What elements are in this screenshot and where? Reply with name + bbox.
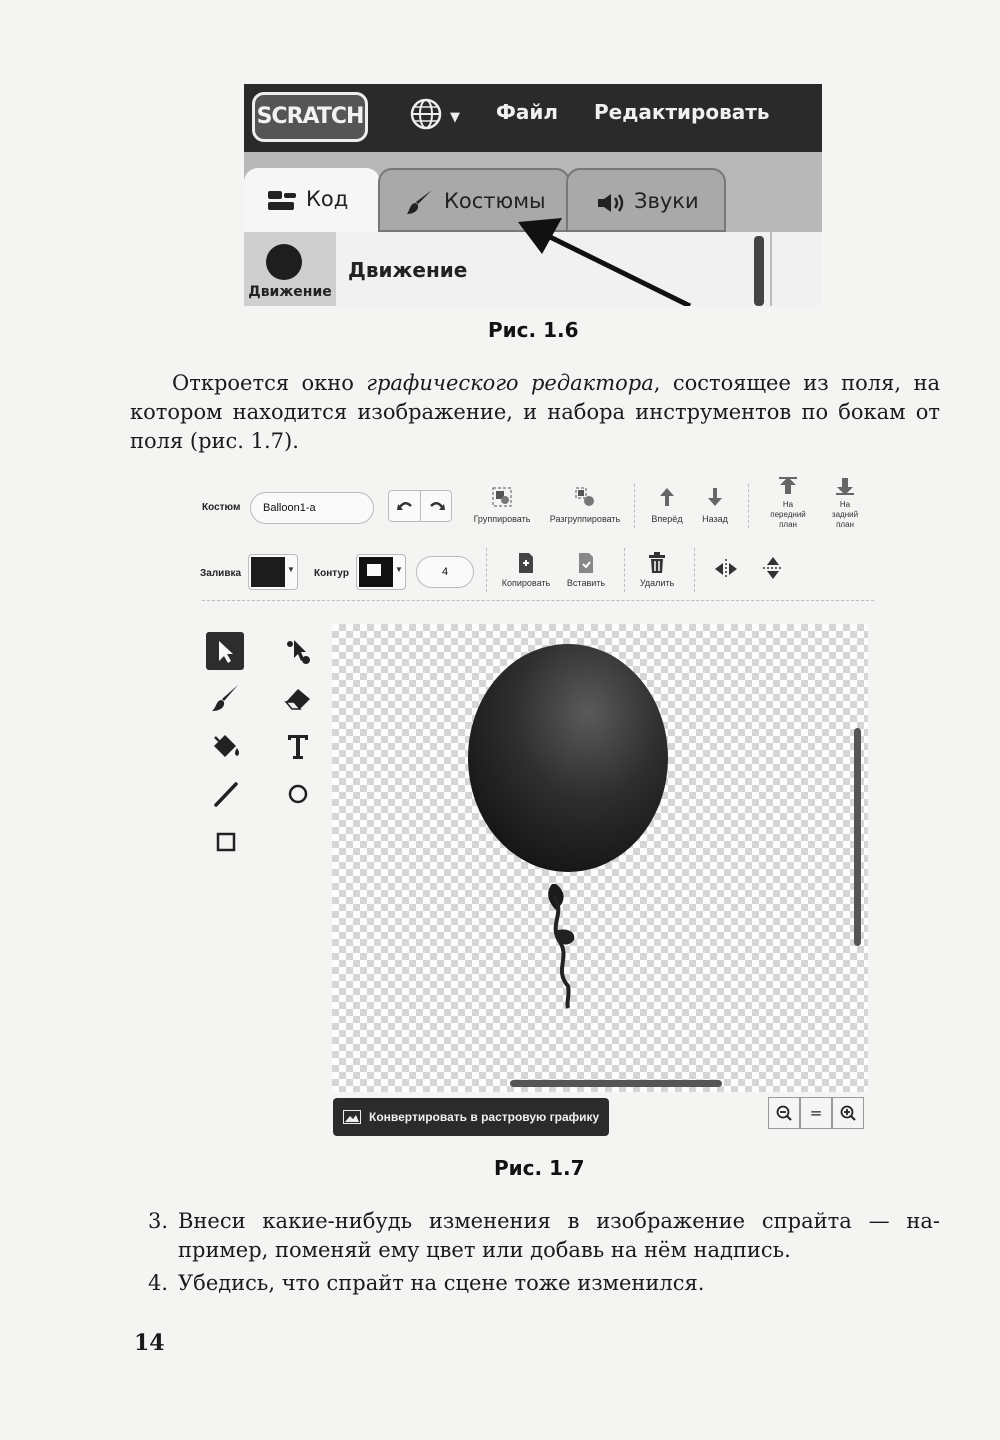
group-icon	[491, 486, 513, 508]
ungroup-icon	[574, 486, 596, 508]
zoom-in-button[interactable]	[832, 1097, 864, 1129]
front-line2: передний	[770, 510, 806, 519]
flip-vertical-icon[interactable]	[762, 556, 784, 580]
forward-label: Вперёд	[651, 514, 683, 524]
copy-icon	[517, 552, 535, 574]
forward-button[interactable]	[642, 486, 692, 524]
divider	[748, 484, 750, 528]
list-number: 3.	[148, 1209, 169, 1233]
backward-button[interactable]	[692, 486, 738, 524]
backward-label: Назад	[702, 514, 728, 524]
tab-code-label: Код	[306, 187, 349, 211]
send-to-back-label	[818, 500, 872, 530]
line-icon[interactable]	[208, 776, 244, 812]
scratch-logo[interactable]: SCRATCH	[252, 92, 368, 142]
vertical-scrollbar[interactable]	[854, 728, 861, 946]
menu-edit[interactable]: Редактировать	[594, 100, 770, 124]
divider	[634, 484, 636, 528]
zoom-out-button[interactable]	[768, 1097, 800, 1129]
bring-to-front-icon	[777, 476, 799, 496]
divider	[202, 600, 874, 601]
chevron-down-icon[interactable]: ▼	[450, 110, 460, 125]
bring-to-front-button[interactable]	[758, 476, 818, 530]
fill-label: Заливка	[200, 568, 242, 579]
circle-icon[interactable]	[280, 776, 316, 812]
group-button[interactable]	[466, 486, 538, 524]
reshape-icon[interactable]	[280, 632, 318, 670]
para-text-2: , состоящее из поля, на котором находится изображение, и набора инструментов по бокам от поля (рис. 1.7).	[130, 371, 940, 453]
palette-title: Движение	[348, 258, 468, 282]
scratch-menu-screenshot	[244, 84, 822, 306]
body-paragraph	[130, 369, 940, 456]
paste-icon	[577, 552, 595, 574]
copy-button[interactable]	[494, 552, 558, 588]
outline-width-input[interactable]: 4	[416, 556, 474, 588]
outline-inner	[367, 564, 381, 576]
front-line3: план	[779, 520, 797, 529]
bring-to-front-label	[758, 500, 818, 530]
send-to-back-button[interactable]	[818, 476, 872, 530]
back-line3: план	[836, 520, 854, 529]
flip-horizontal-icon[interactable]	[714, 558, 738, 580]
chevron-down-icon: ▼	[287, 565, 295, 574]
list-line: Убедись, что спрайт на сцене тоже изменился.	[178, 1271, 705, 1295]
menu-file[interactable]: Файл	[496, 100, 558, 124]
balloon-image	[332, 624, 868, 1092]
fill-icon[interactable]	[208, 728, 244, 764]
zoom-in-icon	[839, 1104, 857, 1122]
ungroup-label: Разгруппировать	[549, 514, 621, 524]
outline-color-swatch	[359, 557, 393, 587]
back-line2: задний	[831, 510, 859, 519]
brush-icon[interactable]	[208, 680, 244, 716]
paste-button[interactable]	[558, 552, 614, 588]
convert-label: Конвертировать в растровую графику	[369, 1110, 600, 1124]
zoom-out-icon	[775, 1104, 793, 1122]
figure-caption-1-6: Рис. 1.6	[488, 318, 579, 342]
para-text-1: Откроется окно	[172, 371, 367, 395]
page-number: 14	[134, 1330, 165, 1356]
para-italic: графического редактора	[366, 371, 654, 395]
list-number: 4.	[148, 1271, 169, 1295]
fill-color-picker[interactable]	[248, 554, 298, 590]
horizontal-scrollbar[interactable]	[510, 1080, 722, 1087]
chevron-down-icon: ▼	[395, 565, 403, 574]
category-motion-label: Движение	[248, 284, 332, 300]
ungroup-button[interactable]	[540, 486, 630, 524]
list-line: Внеси какие-нибудь изменения в изображение спрайта — на-	[178, 1209, 940, 1233]
image-icon	[343, 1110, 361, 1124]
undo-redo-group	[388, 490, 452, 522]
figure-caption-1-7: Рис. 1.7	[494, 1156, 585, 1180]
outline-label: Контур	[314, 568, 349, 579]
redo-icon[interactable]	[428, 497, 446, 515]
delete-button[interactable]	[632, 552, 682, 588]
arrow-annotation	[244, 84, 822, 306]
drawing-canvas[interactable]	[332, 624, 868, 1092]
divider	[486, 548, 488, 592]
trash-icon	[647, 552, 667, 574]
paste-label: Вставить	[566, 578, 606, 588]
tab-sounds-label: Звуки	[634, 189, 699, 213]
text-icon[interactable]	[280, 728, 316, 764]
costume-label: Костюм	[202, 502, 241, 513]
convert-to-bitmap-button[interactable]	[333, 1098, 609, 1136]
list-item	[148, 1269, 940, 1298]
rectangle-icon[interactable]	[208, 824, 244, 860]
fill-color-swatch	[251, 557, 285, 587]
eraser-icon[interactable]	[280, 680, 316, 716]
list-item	[148, 1207, 940, 1265]
back-line1: На	[839, 500, 851, 509]
tab-costumes-label: Костюмы	[444, 189, 546, 213]
delete-label: Удалить	[639, 578, 675, 588]
outline-color-picker[interactable]	[356, 554, 406, 590]
front-line1: На	[782, 500, 794, 509]
costume-name-input[interactable]: Balloon1-a	[250, 492, 374, 524]
select-icon	[206, 632, 244, 670]
copy-label: Копировать	[501, 578, 551, 588]
forward-icon	[657, 486, 677, 508]
undo-icon[interactable]	[396, 497, 414, 515]
divider	[624, 548, 626, 592]
zoom-reset-button[interactable]: =	[800, 1097, 832, 1129]
select-tool[interactable]	[206, 632, 244, 670]
list-line: пример, поменяй ему цвет или добавь на нём надпись.	[178, 1238, 791, 1262]
send-to-back-icon	[834, 476, 856, 496]
group-label: Группировать	[473, 514, 531, 524]
backward-icon	[705, 486, 725, 508]
divider	[694, 548, 696, 592]
